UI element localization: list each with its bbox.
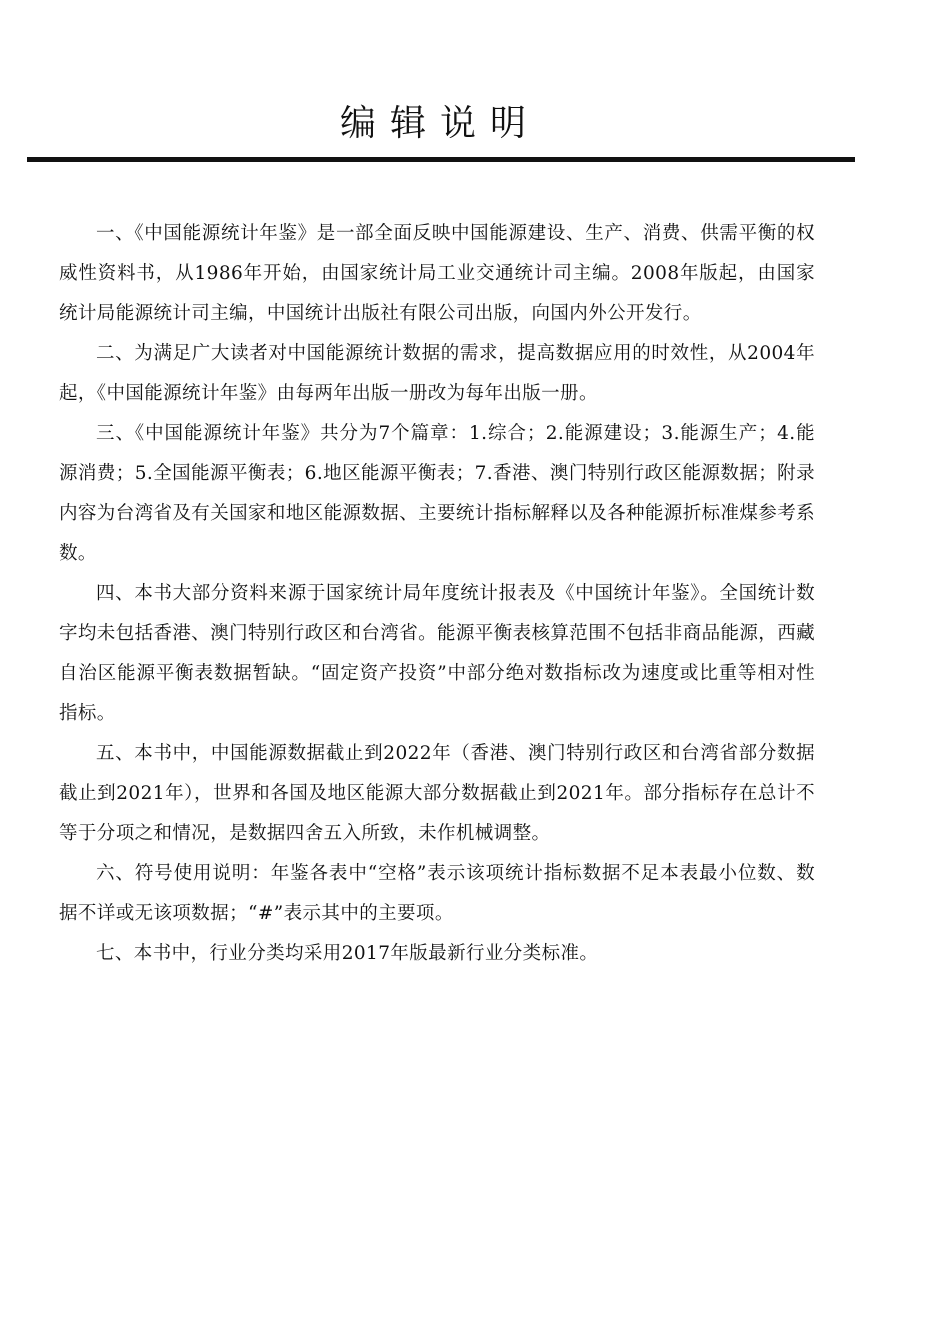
- note-paragraph-3: 三、《中国能源统计年鉴》共分为7个篇章：1.综合；2.能源建设；3.能源生产；4.能源消费；5.全国能源平衡表；6.地区能源平衡表；7.香港、澳门特别行政区能源数据；附录内容为台湾省及有关国家和地区能源数据、主要统计指标解释以及各种能源折标准煤参考系数。: [59, 423, 816, 564]
- editorial-notes: [59, 214, 815, 974]
- note-paragraph-4: 四、本书大部分资料来源于国家统计局年度统计报表及《中国统计年鉴》。全国统计数字均未包括香港、澳门特别行政区和台湾省。能源平衡表核算范围不包括非商品能源，西藏自治区能源平衡表数据暂缺。“固定资产投资”中部分绝对数指标改为速度或比重等相对性指标。: [59, 583, 816, 724]
- title-divider: [27, 157, 855, 162]
- note-paragraph-5: 五、本书中，中国能源数据截止到2022年（香港、澳门特别行政区和台湾省部分数据截止到2021年），世界和各国及地区能源大部分数据截止到2021年。部分指标存在总计不等于分项之和情况，是数据四舍五入所致，未作机械调整。: [59, 743, 815, 844]
- note-paragraph-2: 二、为满足广大读者对中国能源统计数据的需求，提高数据应用的时效性，从2004年起，《中国能源统计年鉴》由每两年出版一册改为每年出版一册。: [59, 343, 815, 404]
- page-title: 编辑说明: [339, 103, 540, 144]
- note-paragraph-6: 六、符号使用说明：年鉴各表中“空格”表示该项统计指标数据不足本表最小位数、数据不详或无该项数据；“#”表示其中的主要项。: [59, 863, 815, 924]
- note-paragraph-7: 七、本书中，行业分类均采用2017年版最新行业分类标准。: [96, 943, 599, 964]
- note-paragraph-1: 一、《中国能源统计年鉴》是一部全面反映中国能源建设、生产、消费、供需平衡的权威性资料书，从1986年开始，由国家统计局工业交通统计司主编。2008年版起，由国家统计局能源统计司主编，中国统计出版社有限公司出版，向国内外公开发行。: [59, 223, 815, 324]
